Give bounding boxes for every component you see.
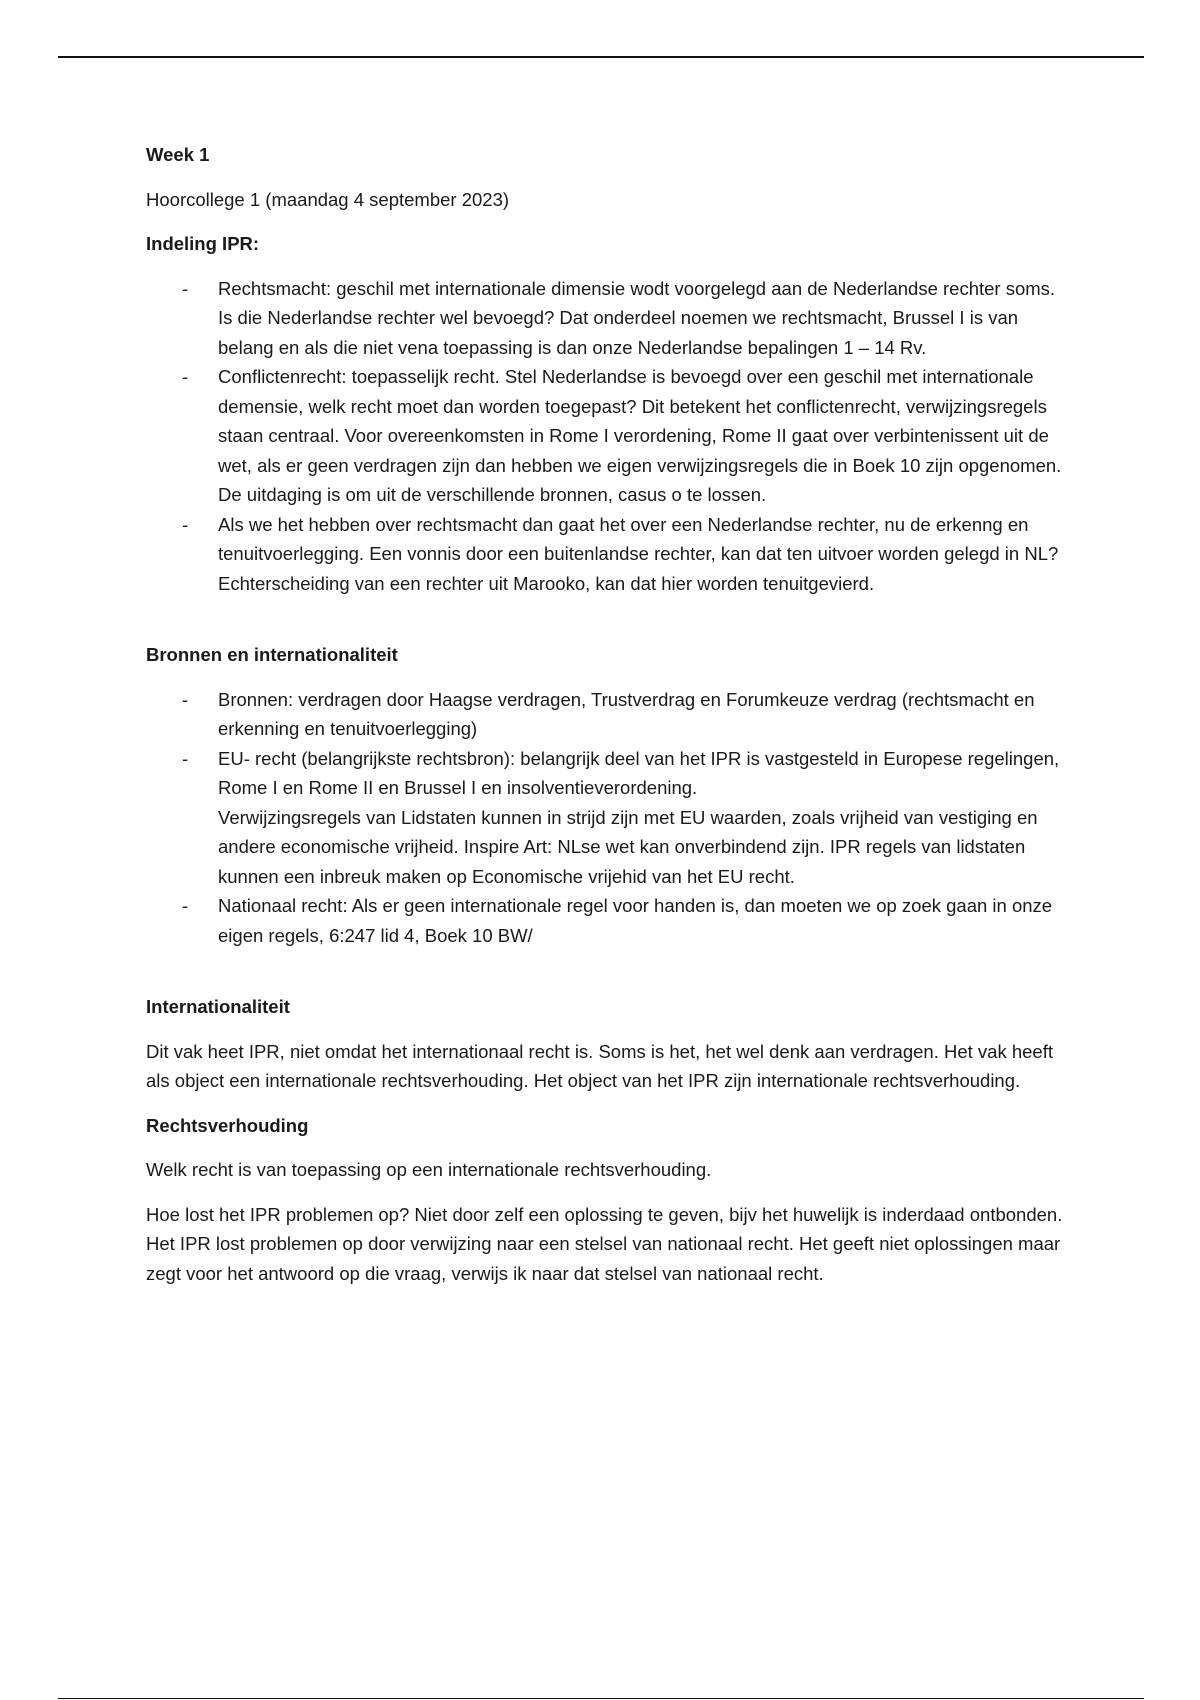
internationaliteit-heading: Internationaliteit — [146, 996, 290, 1017]
list-item-text-continued: De uitdaging is om uit de verschillende bronnen, casus o te lossen. — [218, 484, 767, 505]
list-item-text: Bronnen: verdragen door Haagse verdragen, Trustverdrag en Forumkeuze verdrag (rechtsmacht en erkenning en tenuitvoerlegging) — [218, 688, 1035, 739]
list-item — [146, 362, 1066, 510]
rechtsverhouding-paragraph-2: Hoe lost het IPR problemen op? Niet door zelf een oplossing te geven, bijv het huwelijk is inderdaad ontbonden. Het IPR lost problemen op door verwijzing naar een stelsel van nationaal recht. Het geeft niet oplossingen maar zegt voor het antwoord op die vraag, verwijs ik naar dat stelsel van nationaal recht. — [146, 1203, 1063, 1284]
lecture-line: Hoorcollege 1 (maandag 4 september 2023) — [146, 188, 510, 210]
list-item — [146, 510, 1066, 599]
list-item — [146, 744, 1066, 892]
rechtsverhouding-heading: Rechtsverhouding — [146, 1114, 309, 1136]
list-item-text: Nationaal recht: Als er geen internationale regel voor handen is, dan moeten we op zoek gaan in onze eigen regels, 6:247 lid 4, Boek 10 BW/ — [218, 895, 1053, 946]
bullet-dash: - — [182, 895, 189, 916]
list-item-text: EU- recht (belangrijkste rechtsbron): belangrijk deel van het IPR is vastgesteld in Europese regelingen, Rome I en Rome II en Brussel I en insolventieverordening. — [218, 747, 1060, 798]
list-item-text-continued: Verwijzingsregels van Lidstaten kunnen in strijd zijn met EU waarden, zoals vrijheid van vestiging en andere economische vrijheid. Inspire Art: NLse wet kan onverbindend zijn. IPR regels van lidstaten kunnen een inbreuk maken op Economische vrijehid van het EU recht. — [218, 806, 1038, 887]
bullet-dash: - — [182, 513, 189, 535]
header-rule — [58, 56, 1144, 58]
bronnen-list — [146, 685, 1066, 951]
list-item — [146, 891, 1066, 950]
indeling-list — [146, 274, 1066, 599]
internationaliteit-paragraph: Dit vak heet IPR, niet omdat het internationaal recht is. Soms is het, het wel denk aan verdragen. Het vak heeft als object een internationale rechtsverhouding. Het object van het IPR zijn internationale rechtsverhouding. — [146, 1040, 1053, 1091]
list-item — [146, 274, 1066, 363]
list-item-text: Rechtsmacht: geschil met internationale dimensie wodt voorgelegd aan de Nederlandse rechter soms. Is die Nederlandse rechter wel bevoegd? Dat onderdeel noemen we rechtsmacht, Brussel I is van belang en als die niet vena toepassing is dan onze Nederlandse bepalingen 1 – 14 Rv. — [218, 277, 1056, 358]
rechtsverhouding-paragraph-1: Welk recht is van toepassing op een internationale rechtsverhouding. — [146, 1159, 712, 1180]
week-heading: Week 1 — [146, 144, 210, 165]
spacer — [146, 950, 1066, 992]
bullet-dash: - — [182, 747, 189, 769]
spacer — [146, 598, 1066, 640]
list-item-text: Als we het hebben over rechtsmacht dan gaat het over een Nederlandse rechter, nu de erkenng en tenuitvoerlegging. Een vonnis door een buitenlandse rechter, kan dat ten uitvoer worden gelegd in NL? Echterscheiding van een rechter uit Marooko, kan dat hier worden tenuitgevierd. — [218, 513, 1059, 594]
list-item — [146, 685, 1066, 744]
bullet-dash: - — [182, 366, 189, 387]
bullet-dash: - — [182, 688, 189, 710]
document-body — [146, 140, 1066, 1303]
footer-rule — [58, 1698, 1144, 1699]
bullet-dash: - — [182, 277, 189, 299]
indeling-heading: Indeling IPR: — [146, 233, 260, 254]
list-item-text: Conflictenrecht: toepasselijk recht. Stel Nederlandse is bevoegd over een geschil met internationale demensie, welk recht moet dan worden toegepast? Dit betekent het conflictenrecht, verwijzingsregels staan centraal. Voor overeenkomsten in Rome I verordening, Rome II gaat over verbintenissent uit de wet, als er geen verdragen zijn dan hebben we eigen verwijzingsregels die in Boek 10 zijn opgenomen. — [218, 366, 1062, 476]
bronnen-heading: Bronnen en internationaliteit — [146, 644, 398, 665]
